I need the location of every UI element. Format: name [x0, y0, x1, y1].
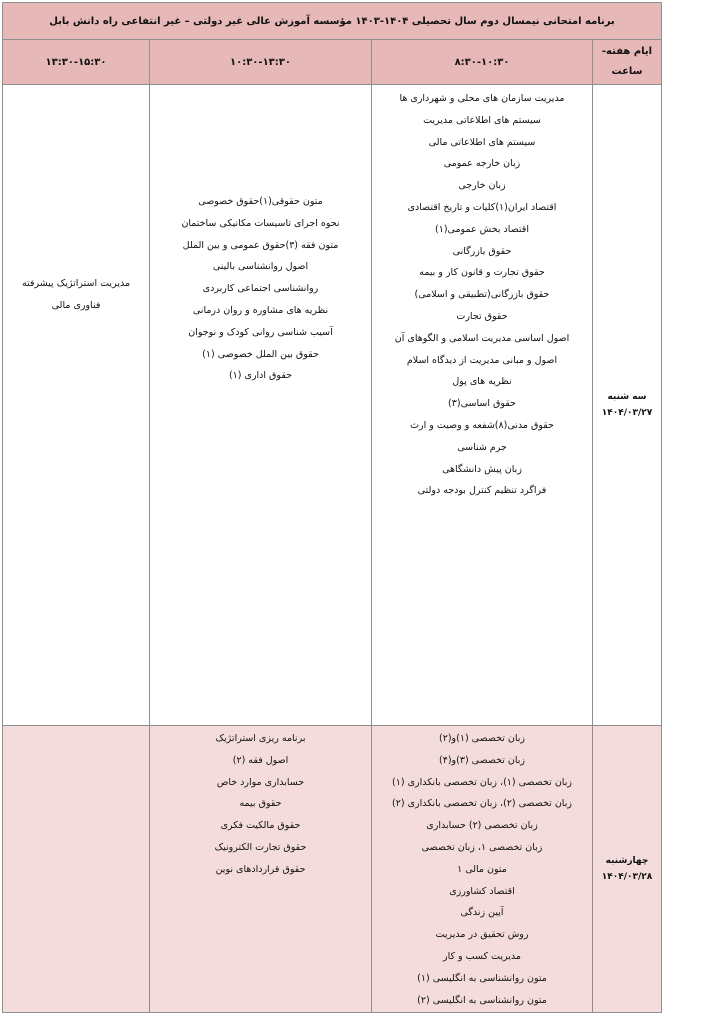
exam-list-slot1 — [372, 726, 593, 1013]
slot-header-1: ۸:۳۰-۱۰:۳۰ — [372, 40, 593, 85]
exam-list-slot3 — [3, 726, 150, 1013]
exam-course-item: برنامه ریزی استراتژیک — [215, 733, 306, 744]
exam-course-item: حقوق قراردادهای نوین — [215, 863, 306, 875]
exam-course-item: متون روانشناسی به انگلیسی (۱) — [417, 972, 547, 984]
schedule-row-wednesday — [3, 726, 662, 1013]
exam-course-item: فراگرد تنظیم کنترل بودجه دولتی — [417, 485, 547, 497]
exam-course-item: حقوق تجارت و قانون کار و بیمه — [419, 267, 545, 279]
exam-course-item: زبان خارجه عمومی — [443, 158, 521, 170]
day-name: سه شنبه — [607, 392, 647, 402]
exam-course-item: متون مالی ۱ — [457, 863, 507, 875]
day-cell — [593, 726, 662, 1013]
exam-course-item: زبان تخصصی ۱، زبان تخصصی — [421, 841, 543, 853]
schedule-title: برنامه امتحانی نیمسال دوم سال تحصیلی ۱۴۰۴-۱۴۰۳ مؤسسه آموزش عالی غیر دولتی – غیر انتفاعی راه دانش بابل — [3, 3, 662, 40]
exam-course-item: حقوق مالکیت فکری — [220, 820, 301, 832]
exam-course-item: زبان تخصصی (۱)و(۲) — [439, 733, 525, 744]
exam-course-item: حقوق اساسی(۳) — [448, 398, 516, 410]
exam-course-item: آسیب شناسی روانی کودک و نوجوان — [188, 326, 333, 338]
exam-course-item: فناوری مالی — [51, 299, 101, 311]
slot-header-2: ۱۰:۳۰-۱۳:۳۰ — [150, 40, 372, 85]
exam-list-slot2 — [150, 85, 372, 726]
exam-course-item: حسابداری موارد خاص — [216, 776, 305, 788]
exam-course-item: حقوق بازرگانی(تطبیقی و اسلامی) — [414, 289, 550, 301]
exam-course-item: حقوق تجارت — [456, 310, 508, 322]
slot-header-3: ۱۳:۳۰-۱۵:۳۰ — [3, 40, 150, 85]
exam-course-item: حقوق مدنی(۸)شفعه و وصیت و ارث — [410, 419, 554, 431]
exam-course-item: زبان خارجی — [458, 180, 506, 192]
day-time-header — [593, 40, 662, 85]
exam-course-item: اصول و مبانی مدیریت از دیدگاه اسلام — [406, 354, 558, 366]
exam-course-item: زبان تخصصی (۲)، زبان تخصصی بانکداری (۲) — [392, 798, 572, 810]
exam-course-item: اقتصاد کشاورزی — [449, 885, 515, 897]
day-cell — [593, 85, 662, 726]
day-date: ۱۴۰۴/۰۳/۲۸ — [601, 872, 653, 882]
exam-course-item: حقوق بین الملل خصوصی (۱) — [202, 348, 319, 360]
exam-schedule-table — [2, 2, 662, 1013]
exam-course-item: نظریه های پول — [452, 376, 512, 388]
exam-course-item: نحوه اجرای تاسیسات مکانیکی ساختمان — [181, 217, 340, 229]
exam-course-item: آیین زندگی — [460, 907, 504, 919]
exam-list-slot1 — [372, 85, 593, 726]
exam-course-item: حقوق بازرگانی — [452, 245, 512, 257]
exam-list-slot3 — [3, 85, 150, 726]
day-date: ۱۴۰۴/۰۳/۲۷ — [601, 408, 653, 418]
exam-course-item: زبان پیش دانشگاهی — [442, 463, 522, 475]
exam-course-item: متون حقوقی(۱)حقوق خصوصی — [198, 196, 323, 207]
day-name: چهارشنبه — [605, 856, 649, 866]
exam-course-item: روش تحقیق در مدیریت — [435, 929, 529, 941]
exam-course-item: مدیریت استراتژیک پیشرفته — [21, 278, 131, 289]
exam-course-item: زبان تخصصی (۲) حسابداری — [426, 820, 538, 832]
day-time-header-line1: ایام هفته- — [601, 46, 653, 57]
exam-course-item: جرم شناسی — [457, 441, 507, 453]
exam-course-item: سیستم های اطلاعاتی مدیریت — [423, 114, 541, 126]
exam-course-item: نظریه های مشاوره و روان درمانی — [192, 304, 329, 316]
exam-course-item: مدیریت کسب و کار — [443, 950, 521, 962]
exam-course-item: اقتصاد بخش عمومی(۱) — [435, 223, 529, 235]
exam-course-item: زبان تخصصی (۳)و(۴) — [439, 754, 525, 766]
exam-course-item: متون روانشناسی به انگلیسی (۲) — [417, 994, 547, 1006]
exam-course-item: مدیریت سازمان های محلی و شهرداری ها — [399, 93, 565, 104]
exam-course-item: روانشناسی اجتماعی کاربردی — [202, 283, 319, 295]
exam-course-item: حقوق اداری (۱) — [228, 370, 293, 382]
exam-course-item: اصول روانشناسی بالینی — [212, 261, 309, 273]
exam-course-item: اصول اساسی مدیریت اسلامی و الگوهای آن — [394, 332, 570, 344]
day-time-header-line2: ساعت — [611, 66, 643, 77]
exam-course-item: اقتصاد ایران(۱)کلیات و تاریخ اقتصادی — [407, 201, 557, 213]
exam-course-item: متون فقه (۳)حقوق عمومی و بین الملل — [182, 239, 339, 251]
schedule-row-tuesday — [3, 85, 662, 726]
exam-list-slot2 — [150, 726, 372, 1013]
exam-course-item: زبان تخصصی (۱)، زبان تخصصی بانکداری (۱) — [392, 776, 572, 788]
exam-course-item: حقوق تجارت الکترونیک — [214, 841, 307, 853]
exam-course-item: اصول فقه (۲) — [232, 754, 289, 766]
exam-course-item: حقوق بیمه — [239, 798, 282, 810]
exam-course-item: سیستم های اطلاعاتی مالی — [428, 136, 536, 148]
